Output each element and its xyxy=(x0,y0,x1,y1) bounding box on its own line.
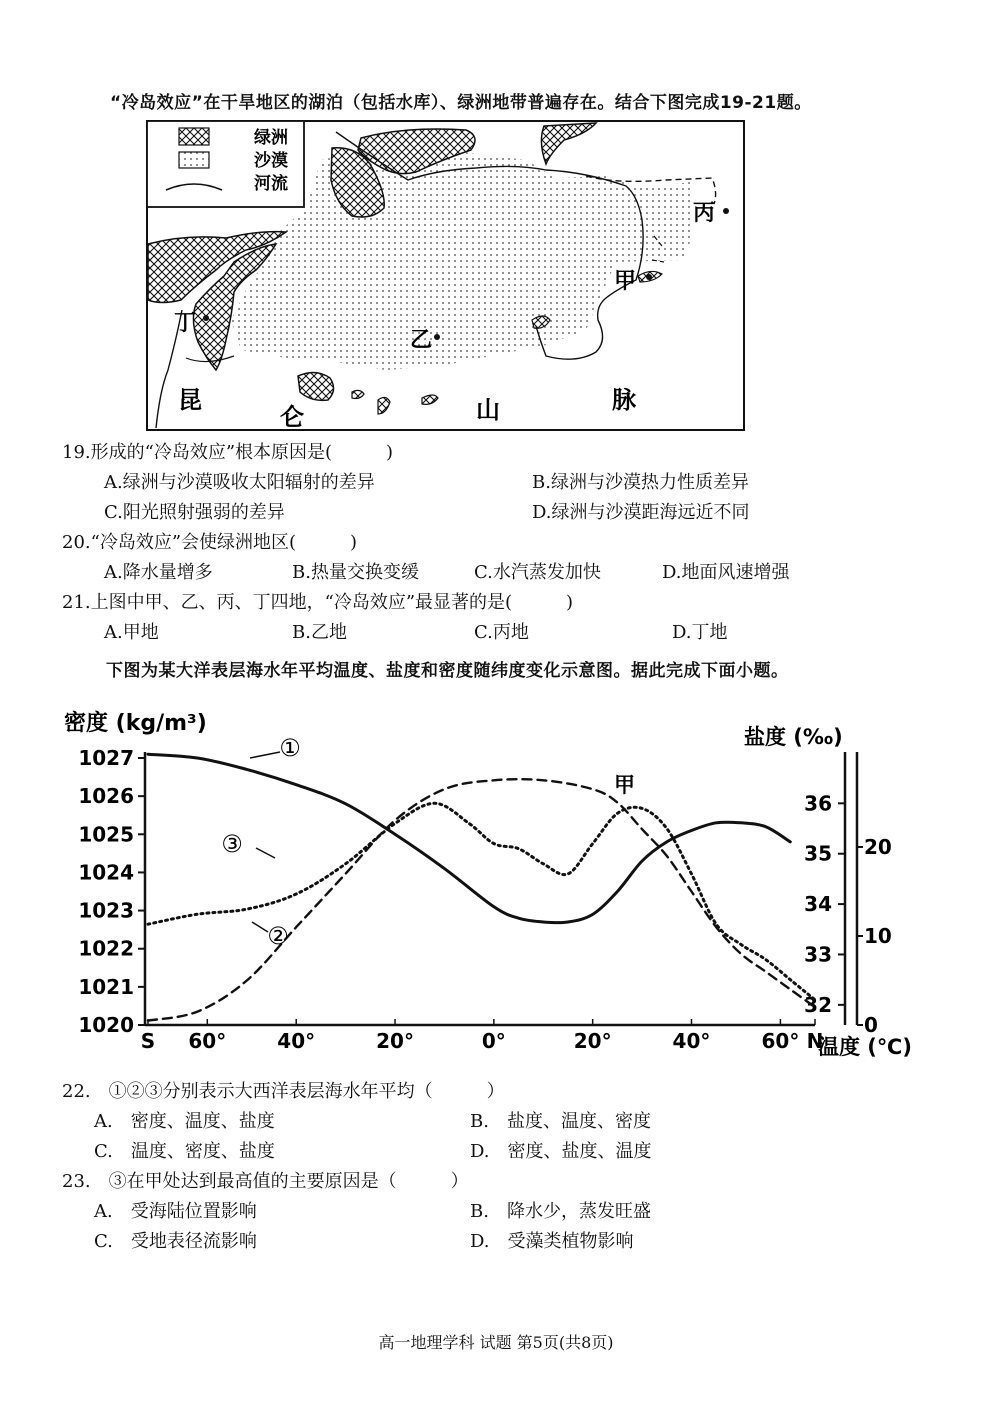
place-ding-dot xyxy=(203,315,209,321)
question-22-option-c: C. 温度、密度、盐度 xyxy=(94,1141,275,1162)
mountain-char-lun: 仑 xyxy=(280,403,304,431)
density-tick-label: 1025 xyxy=(78,822,134,847)
question-19-stem: 19.形成的“冷岛效应”根本原因是( ) xyxy=(62,442,394,463)
question-20-option-b: B.热量交换变缓 xyxy=(292,562,419,583)
legend-oasis-label: 绿洲 xyxy=(254,128,288,148)
annotation-jia: 甲 xyxy=(614,773,635,797)
question-21-option-c: C.丙地 xyxy=(474,622,529,643)
density-tick-label: 1023 xyxy=(78,898,134,923)
legend-river-label: 河流 xyxy=(254,174,288,194)
question-19-option-d: D.绿洲与沙漠距海远近不同 xyxy=(532,502,750,523)
left-axis-title: 密度 (kg/m³) xyxy=(64,711,207,736)
x-tick-label: 60° xyxy=(761,1029,800,1053)
density-tick-label: 1020 xyxy=(78,1013,134,1037)
question-19-option-c: C.阳光照射强弱的差异 xyxy=(104,502,285,523)
salinity-tick-label: 32 xyxy=(804,992,832,1017)
question-22-option-d: D. 密度、盐度、温度 xyxy=(470,1141,652,1162)
question-19-option-a: A.绿洲与沙漠吸收太阳辐射的差异 xyxy=(104,472,375,493)
place-ding: 丁 xyxy=(174,311,197,336)
density-tick-label: 1021 xyxy=(78,974,134,999)
salinity-axis-title: 盐度 (‰) xyxy=(744,725,843,749)
x-tick-label: 20° xyxy=(376,1029,414,1053)
question-21-option-d: D.丁地 xyxy=(672,622,728,643)
series-line-1 xyxy=(148,754,790,923)
question-23-stem: 23. ③在甲处达到最高值的主要原因是（ ） xyxy=(62,1171,469,1192)
question-21-option-a: A.甲地 xyxy=(104,622,159,643)
density-tick-label: 1027 xyxy=(78,746,134,770)
density-tick-label: 1026 xyxy=(78,784,134,809)
place-yi-dot xyxy=(434,334,440,340)
question-22-stem: 22. ①②③分别表示大西洋表层海水年平均（ ） xyxy=(62,1081,505,1102)
temperature-tick-label: 0 xyxy=(864,1013,878,1037)
salinity-tick-label: 36 xyxy=(804,791,832,816)
question-23-option-d: D. 受藻类植物影响 xyxy=(470,1231,634,1252)
series-leader-1 xyxy=(250,752,280,758)
ocean-profile-chart xyxy=(60,700,930,1070)
oasis-map xyxy=(146,120,746,432)
map-intro: “冷岛效应”在干旱地区的湖泊（包括水库）、绿洲地带普遍存在。结合下图完成19-21题。 xyxy=(110,93,812,113)
x-tick-label: 60° xyxy=(188,1029,227,1053)
question-20-option-a: A.降水量增多 xyxy=(104,562,213,583)
question-21-option-b: B.乙地 xyxy=(292,622,347,643)
place-bing: 丙 xyxy=(693,201,716,226)
question-23-option-c: C. 受地表径流影响 xyxy=(94,1231,257,1252)
legend-desert-label: 沙漠 xyxy=(254,151,288,171)
place-jia: 甲 xyxy=(614,269,637,294)
x-tick-label: N xyxy=(806,1029,824,1053)
temperature-axis-title: 温度 (℃) xyxy=(818,1035,912,1059)
page-footer: 高一地理学科 试题 第5页(共8页) xyxy=(378,1333,614,1352)
series-label-1: ① xyxy=(279,734,301,762)
question-23-option-a: A. 受海陆位置影响 xyxy=(94,1201,257,1222)
series-line-3 xyxy=(148,803,815,1000)
question-22-option-b: B. 盐度、温度、密度 xyxy=(470,1111,651,1132)
temperature-tick-label: 20 xyxy=(864,835,892,859)
mountain-char-mai: 脉 xyxy=(612,386,636,414)
x-tick-label: 0° xyxy=(481,1029,506,1053)
x-tick-label: 40° xyxy=(672,1029,711,1053)
x-tick-label: 20° xyxy=(573,1029,612,1053)
mountain-char-shan: 山 xyxy=(476,396,500,424)
x-tick-label: 40° xyxy=(277,1029,316,1053)
mountain-char-kun: 昆 xyxy=(178,386,202,414)
temperature-tick-label: 10 xyxy=(864,924,892,948)
x-tick-label: S xyxy=(140,1029,156,1053)
series-label-3: ③ xyxy=(221,830,243,858)
series-leader-3 xyxy=(256,848,275,858)
question-20-stem: 20.“冷岛效应”会使绿洲地区( ) xyxy=(62,532,358,553)
place-bing-dot xyxy=(723,208,729,214)
series-label-2: ② xyxy=(267,922,289,950)
legend-oasis-swatch xyxy=(179,128,209,145)
salinity-tick-label: 34 xyxy=(804,892,832,917)
question-23-option-b: B. 降水少，蒸发旺盛 xyxy=(470,1201,651,1222)
question-19-option-b: B.绿洲与沙漠热力性质差异 xyxy=(532,472,749,493)
place-yi: 乙 xyxy=(410,328,433,353)
question-22-option-a: A. 密度、温度、盐度 xyxy=(94,1111,275,1132)
question-20-option-d: D.地面风速增强 xyxy=(662,562,790,583)
chart-intro: 下图为某大洋表层海水年平均温度、盐度和密度随纬度变化示意图。据此完成下面小题。 xyxy=(106,661,789,681)
salinity-tick-label: 33 xyxy=(804,942,832,967)
density-tick-label: 1022 xyxy=(78,936,134,961)
question-21-stem: 21.上图中甲、乙、丙、丁四地，“冷岛效应”最显著的是( ) xyxy=(62,592,574,613)
series-line-2 xyxy=(148,779,815,1020)
question-20-option-c: C.水汽蒸发加快 xyxy=(474,562,601,583)
series-leader-2 xyxy=(252,922,268,932)
place-jia-dot xyxy=(646,274,652,280)
density-tick-label: 1024 xyxy=(78,860,134,885)
salinity-tick-label: 35 xyxy=(804,841,832,866)
legend-desert-swatch xyxy=(179,152,209,168)
